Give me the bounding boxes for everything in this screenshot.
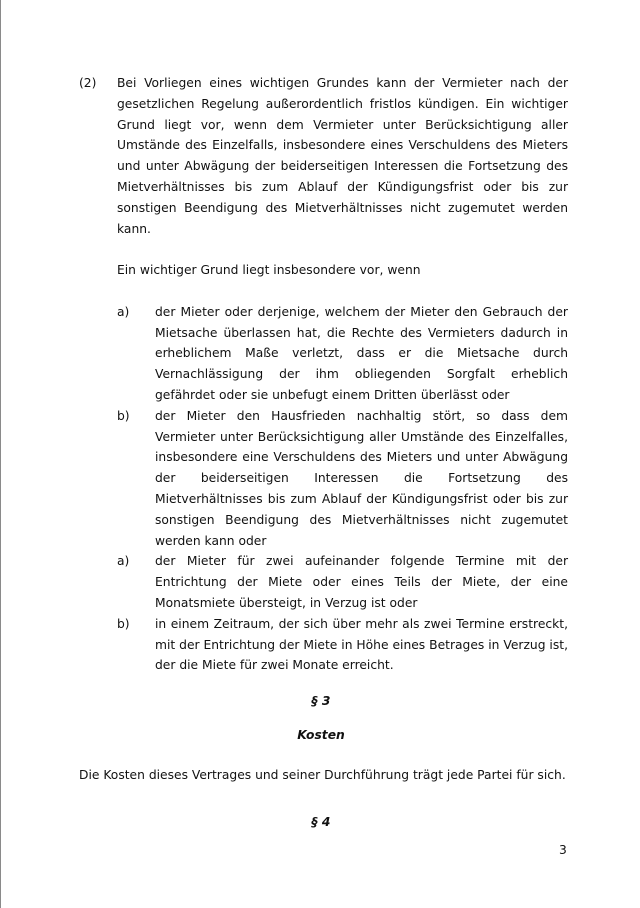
list-marker: b): [117, 616, 130, 631]
section-3-text: Die Kosten dieses Vertrages und seiner Durchführung trägt jede Partei für sich.: [79, 768, 566, 782]
list-marker: a): [117, 304, 130, 319]
list-item: [117, 302, 568, 406]
list-item: [117, 551, 568, 613]
section-3-title: Kosten: [297, 728, 345, 742]
list-item: [117, 406, 568, 552]
list-item-text: der Mieter den Hausfrieden nachhaltig stört, so dass dem Vermieter unter Berücksichtigung aller Umstände des Einzelfalles, insbesondere eine Verschuldens des Mieters und unter Abwägung der beiderseitigen Interessen die Fortsetzung des Mietverhältnisses bis zum Ablauf der Kündigungsfrist oder bis zur sonstigen Beendigung des Mietverhältnisses nicht zugemutet werden kann oder: [155, 408, 568, 548]
paragraph-text: Bei Vorliegen eines wichtigen Grundes kann der Vermieter nach der gesetzlichen Regelung außerordentlich fristlos kündigen. Ein wichtiger Grund liegt vor, wenn dem Vermieter unter Berücksichtigung aller Umstände des Einzelfalls, insbesondere eines Verschuldens des Mieters und unter Abwägung der beiderseitigen Interessen die Fortsetzung des Mietverhältnisses bis zum Ablauf der Kündigungsfrist oder bis zur sonstigen Beendigung des Mietverhältnisses nicht zugemutet werden kann.: [117, 76, 568, 236]
list-item-text: der Mieter oder derjenige, welchem der Mieter den Gebrauch der Mietsache überlassen hat, die Rechte des Vermieters dadurch in erheblichem Maße verletzt, dass er die Mietsache durch Vernachlässigung der ihm obliegenden Sorgfalt erheblich gefährdet oder sie unbefugt einem Dritten überlässt oder: [155, 304, 568, 402]
page-number: 3: [559, 843, 567, 857]
list-item: [117, 614, 568, 676]
list-item-text: der Mieter für zwei aufeinander folgende Termine mit der Entrichtung der Miete oder eines Teils der Miete, der eine Monatsmiete übersteigt, in Verzug ist oder: [155, 554, 568, 610]
list-marker: b): [117, 408, 130, 423]
paragraph-intro: Ein wichtiger Grund liegt insbesondere vor, wenn: [117, 263, 421, 278]
section-3-number: § 3: [311, 694, 331, 708]
list-marker: a): [117, 554, 130, 569]
section-4-number: § 4: [311, 815, 331, 829]
paragraph-2: [79, 73, 568, 676]
paragraph-body: [117, 73, 568, 676]
list-item-text: in einem Zeitraum, der sich über mehr als zwei Termine erstreckt, mit der Entrichtung der Miete in Höhe eines Betrages in Verzug ist, der die Miete für zwei Monate erreicht.: [155, 616, 568, 673]
paragraph-number: (2): [79, 76, 97, 90]
